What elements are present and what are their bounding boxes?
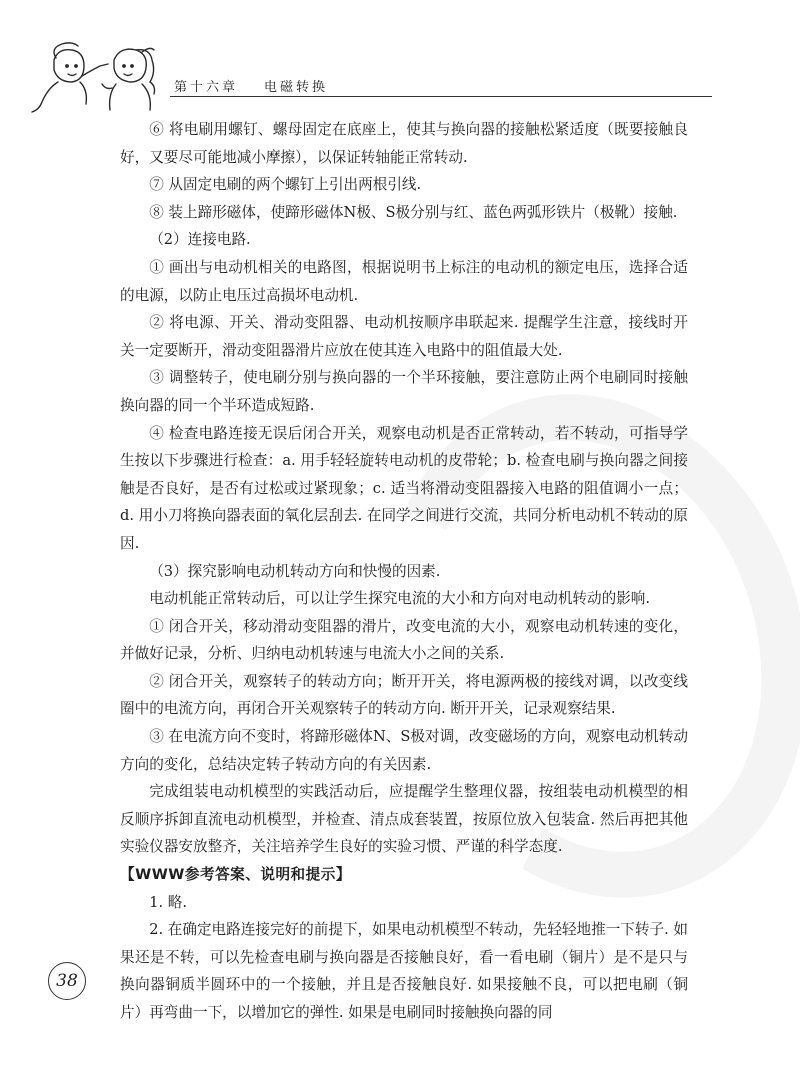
- paragraph: ④ 检查电路连接无误后闭合开关，观察电动机是否正常转动，若不转动，可指导学生按以下步骤进行检查：a. 用手轻轻旋转电动机的皮带轮；b. 检查电刷与换向器之间接触是否良好，是否有过松或过紧现象；c. 适当将滑动变阻器接入电路的阻值调小一点；d. 用小刀将换向器表面的氧化层刮去. 在同学之间进行交流，共同分析电动机不转动的原因.: [120, 424, 688, 552]
- page-number: 38: [48, 962, 86, 1000]
- answer-paragraph: 2. 在确定电路连接完好的前提下，如果电动机模型不转动，先轻轻地推一下转子. 如果还是不转，可以先检查电刷与换向器是否接触良好，看一看电刷（铜片）是不是只与换向器铜质半圆环中的一个接触，并且是否接触良好. 如果接触不良，可以把电刷（铜片）再弯曲一下，以增加它的弹性. 如果是电刷同时接触换向器的同: [120, 921, 688, 1021]
- paragraph: 完成组装电动机模型的实践活动后，应提醒学生整理仪器，按组装电动机模型的相反顺序拆卸直流电动机模型，并检查、清点成套装置，按原位放入包装盒. 然后再把其他实验仪器安放整齐，关注培养学生良好的实验习惯、严谨的科学态度.: [120, 783, 688, 856]
- paragraph: （2）连接电路.: [149, 231, 251, 249]
- paragraph: ① 画出与电动机相关的电路图，根据说明书上标注的电动机的额定电压，选择合适的电源，以防止电压过高损坏电动机.: [120, 258, 688, 304]
- answer-paragraph: 1. 略.: [149, 893, 187, 911]
- paragraph: ② 闭合开关，观察转子的转动方向；断开开关，将电源两极的接线对调，以改变线圈中的电流方向，再闭合开关观察转子的转动方向. 断开开关，记录观察结果.: [120, 672, 688, 718]
- paragraph: 电动机能正常转动后，可以让学生探究电流的大小和方向对电动机转动的影响.: [149, 590, 651, 608]
- chapter-name: 电磁转换: [264, 80, 329, 95]
- chapter-title: [174, 76, 328, 95]
- paragraph: ⑥ 将电刷用螺钉、螺母固定在底座上，使其与换向器的接触松紧适度（既要接触良好，又要尽可能地减小摩擦），以保证转轴能正常转动.: [120, 121, 688, 166]
- header-rule: [170, 96, 712, 97]
- paragraph: ③ 在电流方向不变时，将蹄形磁体N、S极对调，改变磁场的方向，观察电动机转动方向的变化，总结决定转子转动方向的有关因素.: [120, 728, 688, 773]
- paragraph: ⑧ 装上蹄形磁体，使蹄形磁体N极、S极分别与红、蓝色两弧形铁片（极靴）接触.: [149, 203, 678, 221]
- paragraph: ① 闭合开关，移动滑动变阻器的滑片，改变电流的大小，观察电动机转速的变化，并做好记录，分析、归纳电动机转速与电流大小之间的关系.: [120, 617, 688, 663]
- children-illustration: [20, 40, 170, 120]
- body-text: [120, 116, 688, 1027]
- page-header: [20, 40, 700, 120]
- section-heading: 【WWW参考答案、说明和提示】: [120, 866, 351, 884]
- chapter-number: 第十六章: [174, 80, 239, 95]
- paragraph: （3）探究影响电动机转动方向和快慢的因素.: [149, 562, 441, 580]
- paragraph: ② 将电源、开关、滑动变阻器、电动机按顺序串联起来. 提醒学生注意，接线时开关一定要断开，滑动变阻器滑片应放在使其连入电路中的阻值最大处.: [120, 314, 688, 359]
- paragraph: ③ 调整转子，使电刷分别与换向器的一个半环接触，要注意防止两个电刷同时接触换向器的同一个半环造成短路.: [120, 369, 688, 414]
- paragraph: ⑦ 从固定电刷的两个螺钉上引出两根引线.: [149, 176, 422, 194]
